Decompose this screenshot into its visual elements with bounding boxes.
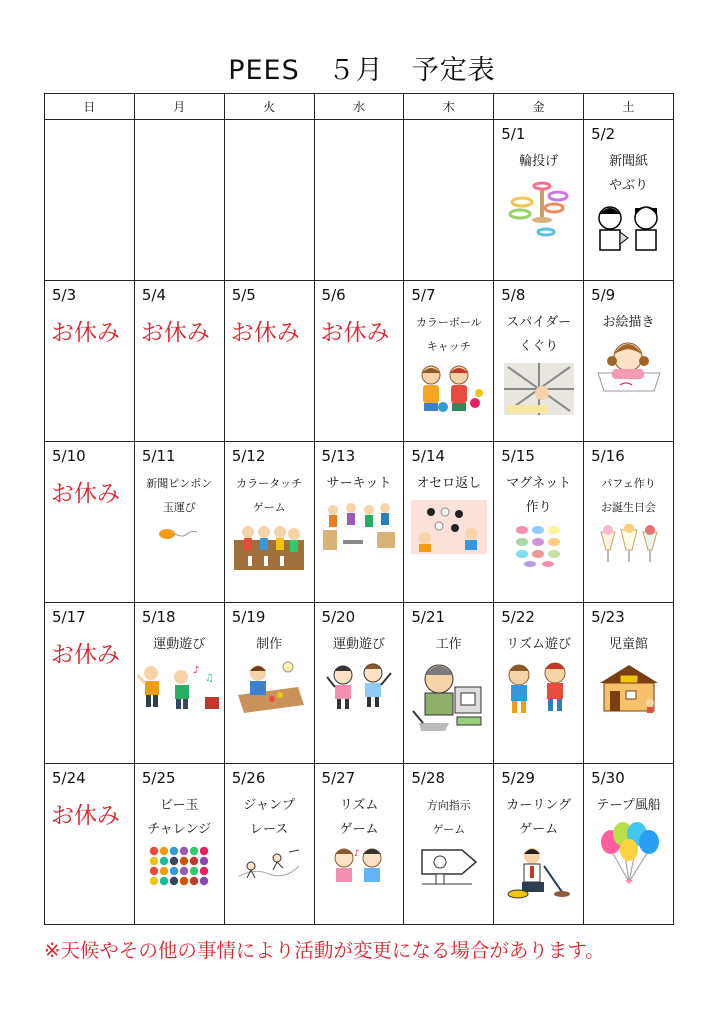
weekday-wed: 水 [314,94,404,120]
day-activity [494,150,583,174]
day-activity [584,150,673,198]
day-date: 5/3 [52,286,77,304]
weekday-sat: 土 [584,94,674,120]
dancing-kids-icon [315,661,404,713]
marbles-icon [135,846,224,886]
magnets-icon [494,524,583,568]
day-date: 5/21 [411,608,446,626]
calendar-week-row [45,603,674,764]
day-date: 5/9 [591,286,616,304]
crafting-man-icon [404,661,493,733]
activity-line: 運動遊び [332,637,385,652]
activity-line: ゲーム [432,823,466,836]
activity-line: 玉運び [162,501,196,514]
balloons-icon [584,822,673,886]
calendar-day-cell [224,603,314,764]
day-activity [494,311,583,359]
calendar-day-cell [584,764,674,925]
spider-web-icon [494,363,583,415]
weekday-fri: 金 [494,94,584,120]
activity-line: お絵描き [602,315,655,330]
activity-line: やぶり [609,178,649,193]
day-date: 5/12 [231,447,266,465]
day-date: 5/17 [52,608,86,626]
day-activity [225,633,314,657]
activity-line: 制作 [256,637,283,652]
day-activity [584,794,673,818]
day-activity [135,472,224,520]
calendar-day-cell [584,281,674,442]
activity-line: 方向指示 [426,799,471,812]
activity-line: 児童館 [609,637,649,652]
day-date: 5/16 [591,447,625,465]
day-date: 5/8 [501,286,526,304]
circuit-kids-icon [315,500,404,552]
calendar-day-cell [224,764,314,925]
day-date: 5/7 [411,286,436,304]
activity-line: チャレンジ [147,822,212,837]
exercise-kids-icon [135,661,224,713]
rhythm-game-icon [315,846,404,888]
day-off-label: お休み [51,481,120,507]
activity-line: カラータッチ [236,477,303,490]
activity-line: お誕生日会 [601,501,657,514]
drawing-girl-icon [584,339,673,393]
activity-line: ゲーム [519,822,559,837]
day-activity [135,633,224,657]
calendar-day-cell [45,281,135,442]
day-activity [404,311,493,359]
day-date: 5/18 [141,608,176,626]
direction-sign-icon [404,846,493,886]
activity-line: くぐり [519,339,559,354]
calendar-day-cell [45,764,135,925]
svg-text:♪: ♪ [353,849,360,859]
calendar-day-cell [404,120,494,281]
day-date: 5/28 [411,769,446,787]
calendar-day-cell [404,603,494,764]
activity-line: ゲーム [252,501,286,514]
calendar-week-row [45,442,674,603]
calendar-table [44,93,674,925]
calendar-day-cell [224,281,314,442]
weekday-thu: 木 [404,94,494,120]
day-date: 5/14 [411,447,446,465]
calendar-day-cell [134,442,224,603]
calendar-day-cell [45,603,135,764]
day-activity [404,633,493,657]
day-activity [494,794,583,842]
day-date: 5/19 [231,608,266,626]
calendar-day-cell [134,764,224,925]
calendar-week-row [45,281,674,442]
calendar-day-cell [224,120,314,281]
day-date: 5/1 [501,125,526,143]
day-activity [225,794,314,842]
activity-line: リズム遊び [506,637,572,652]
weekday-sun: 日 [45,94,135,120]
jump-race-icon [225,846,314,882]
day-date: 5/29 [501,769,535,787]
calendar-day-cell [45,442,135,603]
day-off-label: お休み [51,642,120,668]
day-activity [404,794,493,842]
parfait-icon [584,524,673,568]
day-date: 5/27 [321,769,356,787]
activity-line: レース [249,822,289,837]
day-activity [584,633,673,657]
activity-line: ビー玉 [160,798,199,813]
calendar-day-cell [404,764,494,925]
calendar-day-cell [314,764,404,925]
activity-line: スパイダー [506,315,572,330]
day-activity [584,311,673,335]
activity-line: 輪投げ [519,154,559,169]
calendar-day-cell [584,442,674,603]
activity-line: カラーボール [415,316,482,329]
calendar-day-cell [314,603,404,764]
day-off-label: お休み [230,320,300,346]
day-activity [135,794,224,842]
day-activity [315,794,404,842]
activity-line: ゲーム [339,822,379,837]
day-date: 5/15 [501,447,535,465]
day-off-label: お休み [320,320,390,346]
calendar-day-cell [134,120,224,281]
calendar-day-cell [134,603,224,764]
day-activity [225,472,314,520]
day-off-label: お休み [51,320,120,346]
childrens-hall-icon [584,661,673,715]
day-date: 5/30 [591,769,625,787]
calendar-week-row [45,764,674,925]
day-date: 5/11 [141,447,176,465]
weekday-mon: 月 [134,94,224,120]
activity-line: パフェ作り [601,477,656,490]
calendar-day-cell [494,764,584,925]
curling-icon [494,846,583,900]
activity-line: 新聞ピンポン [146,477,213,490]
activity-line: テープ風船 [596,798,661,813]
activity-line: 運動遊び [153,637,206,652]
calendar-day-cell [584,603,674,764]
calendar-day-cell [584,120,674,281]
notice-text: ※天候やその他の事情により活動が変更になる場合があります。 [44,939,605,962]
page-title: PEES ５月 予定表 [228,55,496,86]
ring-toss-icon [494,178,583,238]
day-date: 5/13 [321,447,356,465]
calendar-day-cell [224,442,314,603]
activity-line: オセロ返し [416,476,482,491]
calendar-day-cell [314,120,404,281]
day-date: 5/23 [591,608,625,626]
calendar-day-cell [314,442,404,603]
day-date: 5/20 [321,608,356,626]
ping-pong-icon [135,524,224,544]
weekday-header-row [45,94,674,120]
activity-line: サーキット [326,476,392,491]
day-off-label: お休み [140,320,210,346]
activity-line: カーリング [506,798,572,813]
activity-line: マグネット [506,476,572,491]
day-date: 5/10 [52,447,86,465]
svg-text:♫: ♫ [205,673,215,684]
day-date: 5/25 [141,769,176,787]
activity-line: 工作 [435,637,462,652]
color-touch-game-icon [225,524,314,570]
activity-line: ジャンプ [243,798,295,813]
day-date: 5/2 [591,125,616,143]
calendar-day-cell [404,281,494,442]
rhythm-kids-icon [494,661,583,715]
calendar-day-cell [314,281,404,442]
calendar-week-row [45,120,674,281]
day-activity [494,633,583,657]
day-date: 5/4 [141,286,166,304]
weekday-tue: 火 [224,94,314,120]
svg-text:♪: ♪ [193,665,200,676]
day-activity [404,472,493,496]
day-activity [494,472,583,520]
activity-line: キャッチ [426,340,471,353]
calendar-day-cell [494,603,584,764]
othello-game-icon [404,500,493,554]
calendar-day-cell [494,442,584,603]
day-off-label: お休み [51,803,120,829]
calendar-day-cell [45,120,135,281]
day-activity [315,633,404,657]
activity-line: 作り [525,500,552,515]
color-ball-kids-icon [404,363,493,415]
day-date: 5/5 [231,286,256,304]
day-date: 5/26 [231,769,266,787]
day-activity [584,472,673,520]
activity-line: 新聞紙 [609,154,649,169]
calendar-day-cell [134,281,224,442]
day-date: 5/22 [501,608,535,626]
craft-kid-icon [225,661,314,713]
day-date: 5/6 [321,286,346,304]
day-date: 5/24 [52,769,86,787]
activity-line: リズム [339,798,379,813]
day-activity [315,472,404,496]
calendar-day-cell [404,442,494,603]
calendar-day-cell [494,120,584,281]
calendar-day-cell [494,281,584,442]
kids-newspaper-icon [584,202,673,256]
